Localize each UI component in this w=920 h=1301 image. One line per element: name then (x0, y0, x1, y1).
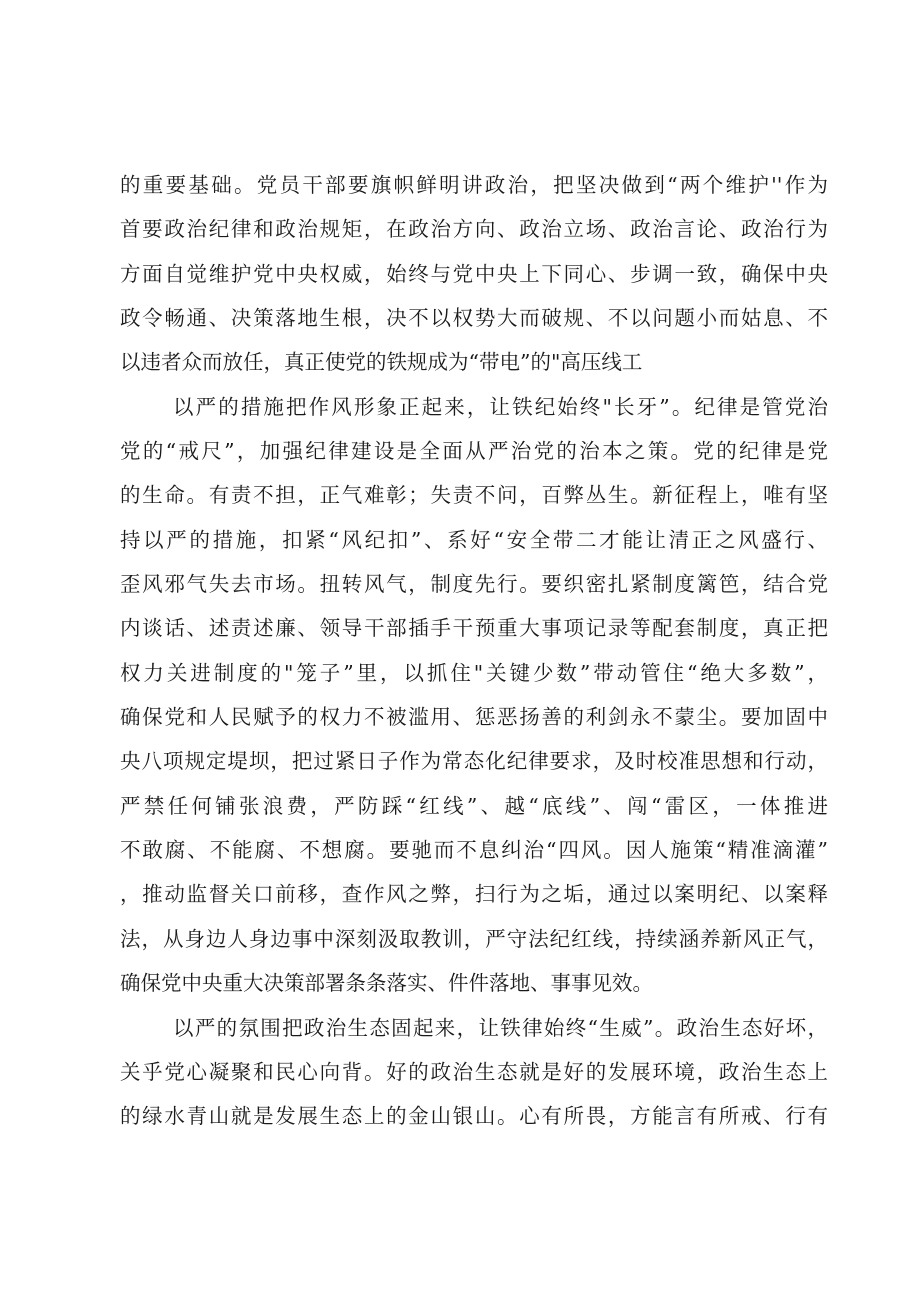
text-line: 严禁任何铺张浪费，严防踩“红线”、越“底线”、闯“雷区，一体推进 (120, 794, 828, 818)
text-line: 政令畅通、决策落地生根，决不以权势大而破规、不以问题小而姑息、不 (120, 306, 828, 330)
text-line: 以严的氛围把政治生态固起来，让铁律始终“生威”。政治生态好坏， (173, 1016, 828, 1040)
text-line: 的绿水青山就是发展生态上的金山银山。心有所畏，方能言有所戒、行有 (120, 1104, 828, 1128)
text-line: 以严的措施把作风形象正起来，让铁纪始终"长牙”。纪律是管党治 (173, 395, 828, 419)
text-line: 确保党和人民赋予的权力不被滥用、惩恶扬善的利剑永不蒙尘。要加固中 (120, 705, 828, 729)
text-line: ，推动监督关口前移，查作风之弊，扫行为之垢，通过以案明纪、以案释 (120, 882, 828, 906)
text-line: 内谈话、述责述廉、领导干部插手干预重大事项记录等配套制度，真正把 (120, 616, 828, 640)
text-line: 法，从身边人身边事中深刻汲取教训，严守法纪红线，持续涵养新风正气， (120, 927, 828, 951)
text-line: 的重要基础。党员干部要旗帜鲜明讲政治，把坚决做到“两个维护''作为 (120, 173, 828, 197)
text-line: 的生命。有责不担，正气难彰；失责不问，百弊丛生。新征程上，唯有坚 (120, 483, 828, 507)
text-line: 关乎党心凝聚和民心向背。好的政治生态就是好的发展环境，政治生态上 (120, 1060, 828, 1084)
text-line: 方面自觉维护党中央权威，始终与党中央上下同心、步调一致，确保中央 (120, 262, 828, 286)
text-line: 党的“戒尺”，加强纪律建设是全面从严治党的治本之策。党的纪律是党 (120, 439, 828, 463)
text-line: 权力关进制度的"笼子”里，以抓住"关键少数”带动管住“绝大多数”， (120, 661, 828, 685)
text-line: 以违者众而放任，真正使党的铁规成为“带电”的"高压线工 (120, 350, 643, 374)
text-line: 确保党中央重大决策部署条条落实、件件落地、事事见效。 (120, 971, 653, 995)
text-line: 歪风邪气失去市场。扭转风气，制度先行。要织密扎紧制度篱笆，结合党 (120, 572, 828, 596)
text-line: 央八项规定堤坝，把过紧日子作为常态化纪律要求，及时校准思想和行动， (120, 749, 828, 773)
text-line: 首要政治纪律和政治规矩，在政治方向、政治立场、政治言论、政治行为 (120, 217, 828, 241)
text-line: 不敢腐、不能腐、不想腐。要驰而不息纠治“四风。因人施策“精准滴灌” (120, 838, 828, 862)
text-line: 持以严的措施，扣紧“风纪扣”、系好“安全带二才能让清正之风盛行、 (120, 528, 828, 552)
